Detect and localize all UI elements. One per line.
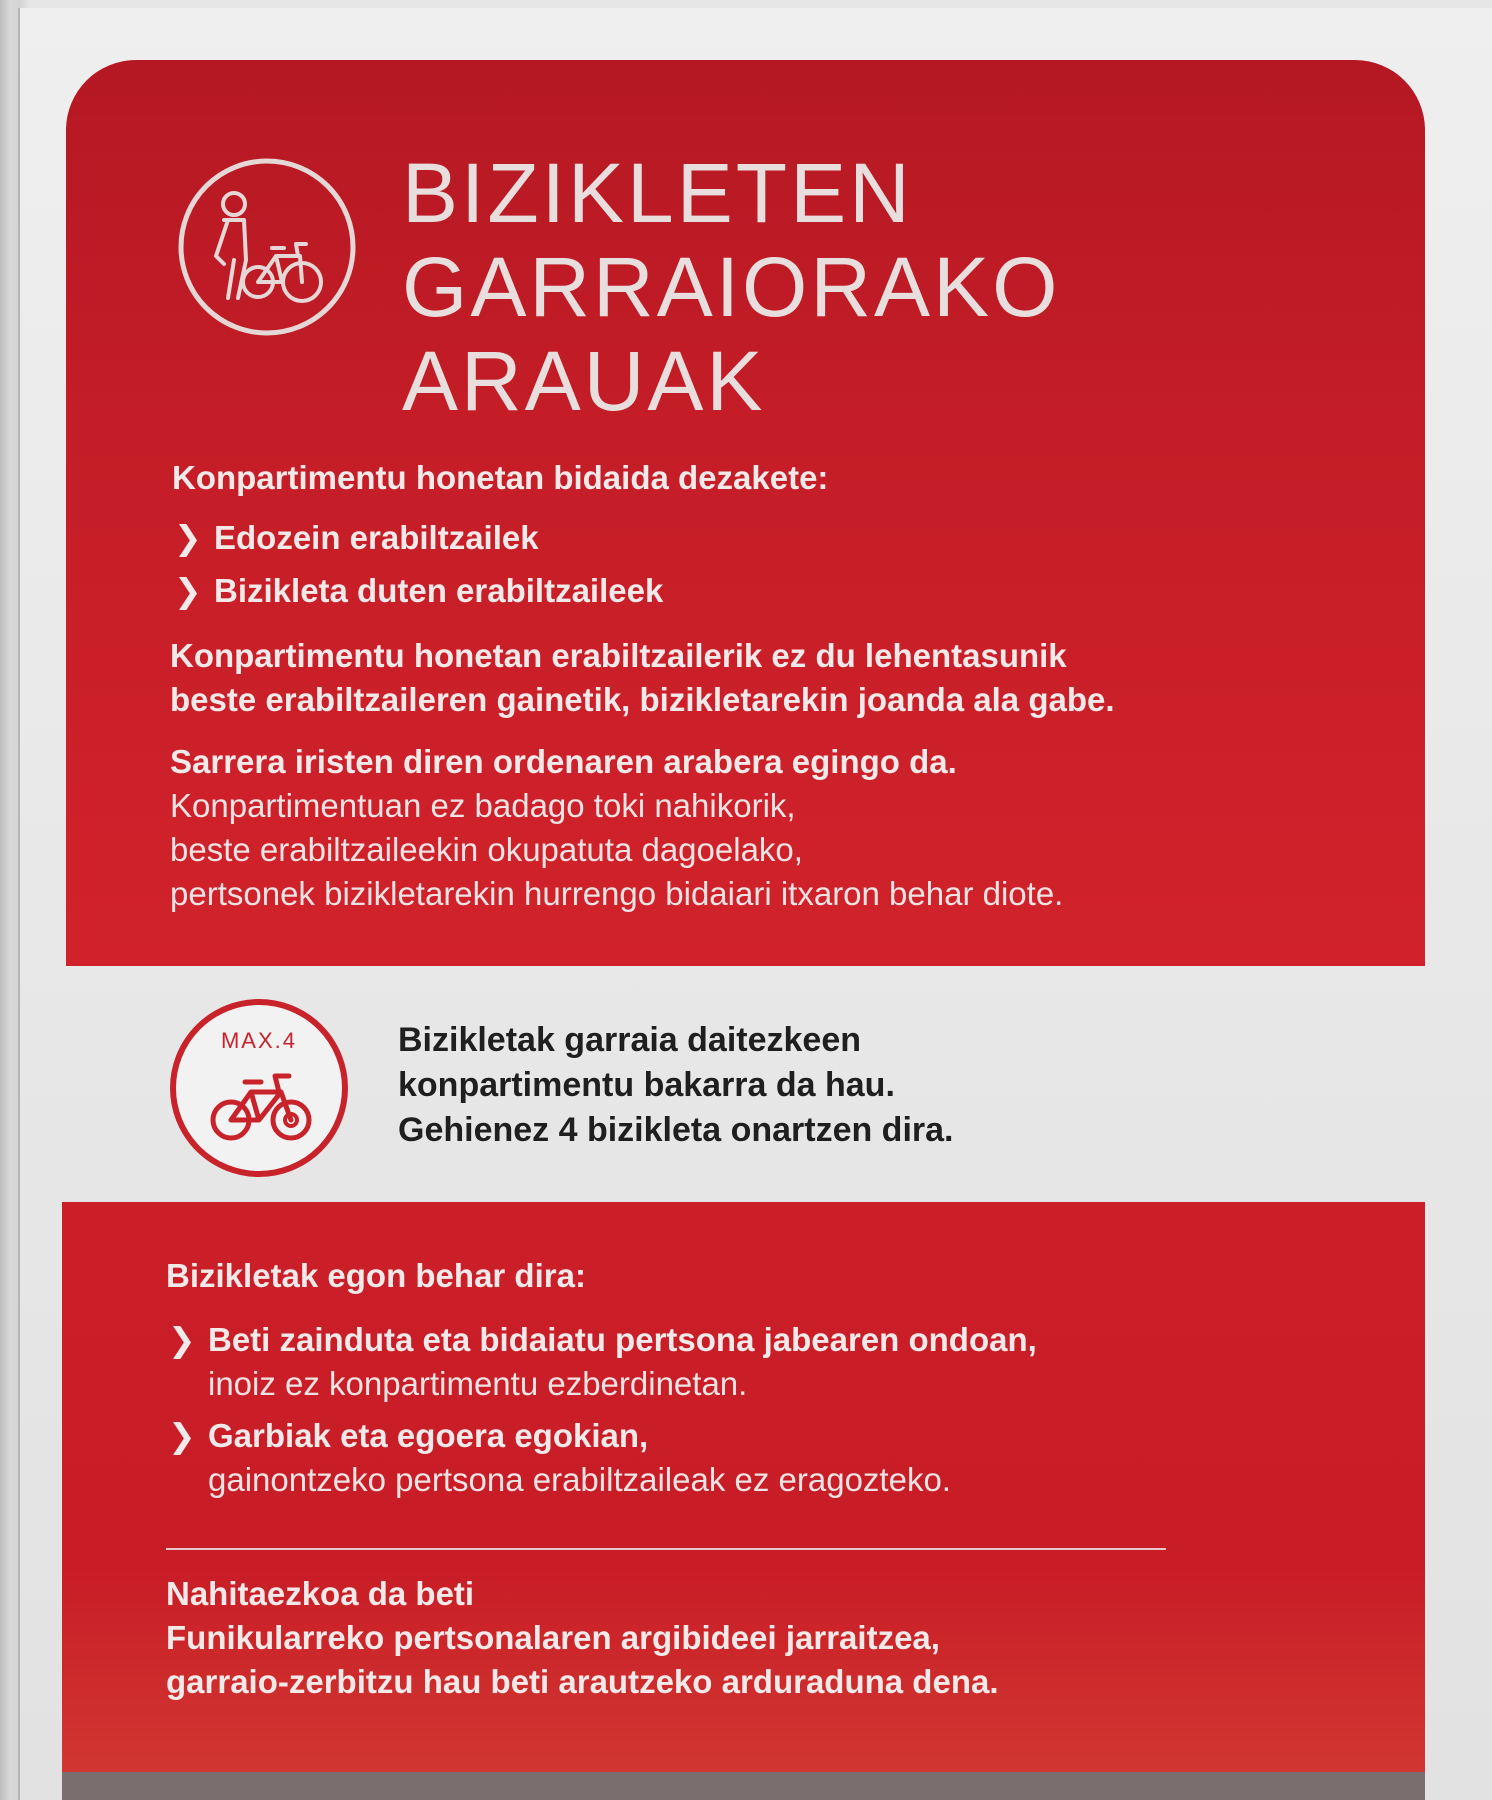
divider <box>166 1548 1166 1550</box>
bullet-item <box>168 1414 1037 1458</box>
max-badge: MAX.4 <box>220 1028 298 1053</box>
title-line-1: BIZIKLETEN <box>402 146 913 240</box>
mandatory-line: Funikularreko pertsonalaren argibideei jarraitzea, <box>166 1619 940 1656</box>
chevron-right-icon: ❯ <box>168 1417 196 1454</box>
bullet-text: Bizikleta duten erabiltzaileek <box>214 572 664 609</box>
chevron-right-icon: ❯ <box>168 1321 196 1358</box>
order-bold-line: Sarrera iristen diren ordenaren arabera egingo da. <box>170 743 957 780</box>
priority-text <box>170 634 1115 722</box>
capacity-text <box>398 1018 954 1153</box>
sign-title <box>402 146 1060 428</box>
order-text <box>170 740 1063 916</box>
capacity-line: Gehienez 4 bizikleta onartzen dira. <box>398 1111 954 1149</box>
section2-bullets <box>168 1318 1037 1502</box>
section1-intro: Konpartimentu honetan bidaida dezakete: <box>172 459 829 496</box>
bullet-text: Garbiak eta egoera egokian, <box>208 1417 649 1454</box>
bullet-text: Beti zainduta eta bidaiatu pertsona jabearen ondoan, <box>208 1321 1037 1358</box>
order-line: Konpartimentuan ez badago toki nahikorik, <box>170 787 796 824</box>
title-line-3: ARAUAK <box>402 334 766 428</box>
mandatory-text <box>166 1572 999 1704</box>
bullet-subtext: inoiz ez konpartimentu ezberdinetan. <box>208 1365 748 1402</box>
bicycle-icon <box>167 996 352 1181</box>
bullet-text: Edozein erabiltzailek <box>214 519 539 556</box>
bullet-item <box>174 516 663 560</box>
section2-intro: Bizikletak egon behar dira: <box>166 1257 586 1294</box>
order-line: beste erabiltzaileekin okupatuta dagoelako, <box>170 831 803 868</box>
priority-line: beste erabiltzaileren gainetik, bizikletarekin joanda ala gabe. <box>170 681 1115 718</box>
section1-bullets <box>174 516 663 613</box>
chevron-right-icon: ❯ <box>174 572 202 609</box>
bullet-subtext: gainontzeko pertsona erabiltzaileak ez eragozteko. <box>208 1461 951 1498</box>
footer-strip <box>62 1772 1425 1800</box>
bullet-item <box>168 1318 1037 1362</box>
order-line: pertsonek bizikletarekin hurrengo bidaiari itxaron behar diote. <box>170 875 1064 912</box>
mandatory-line: garraio-zerbitzu hau beti arautzeko arduraduna dena. <box>166 1663 999 1700</box>
priority-line: Konpartimentu honetan erabiltzailerik ez du lehentasunik <box>170 637 1067 674</box>
title-line-2: GARRAIORAKO <box>402 240 1061 334</box>
bullet-item <box>174 569 663 613</box>
capacity-line: Bizikletak garraia daitezkeen <box>398 1021 862 1059</box>
person-with-bicycle-icon <box>176 156 358 338</box>
capacity-line: konpartimentu bakarra da hau. <box>398 1066 895 1104</box>
mandatory-line: Nahitaezkoa da beti <box>166 1575 475 1612</box>
chevron-right-icon: ❯ <box>174 519 202 556</box>
